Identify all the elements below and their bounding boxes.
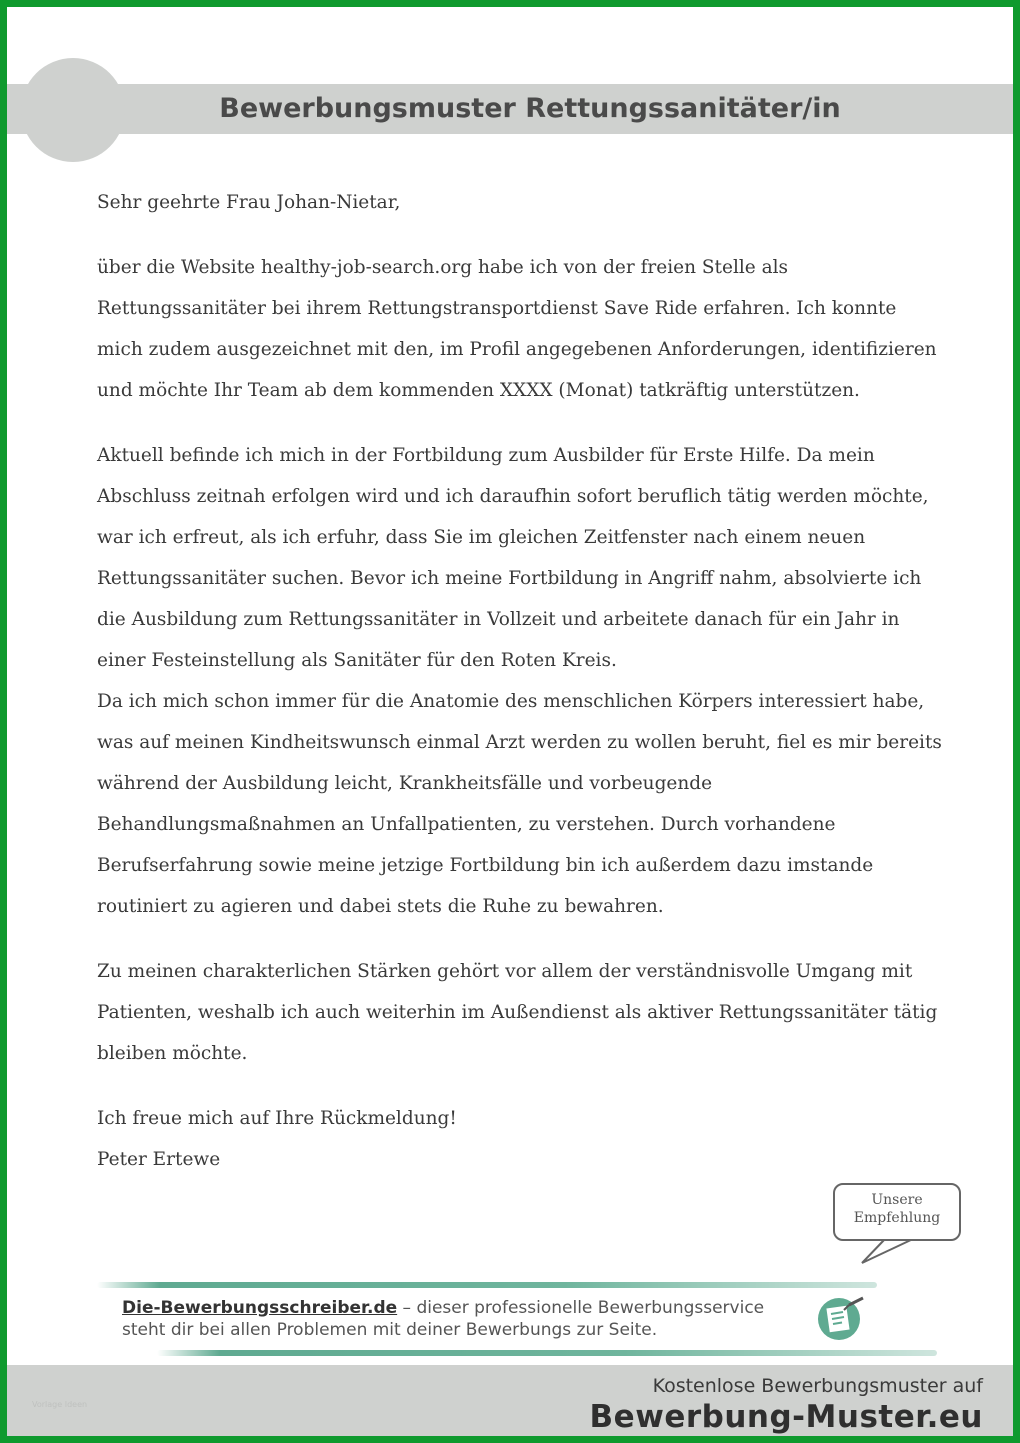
letter-signature: Peter Ertewe [97,1149,221,1170]
letter-paragraph-4: Zu meinen charakterlichen Stärken gehört vor allem der verständnisvolle Umgang mit Patienten, weshalb ich auch weiterhin im Außendienst als aktiver Rettungssanitäter tätig bleiben möchte. [97,961,938,1064]
promo-text [122,1297,822,1341]
promo-text-line-1: – dieser professionelle Bewerbungsservice [397,1298,765,1318]
footer-tagline: Kostenlose Bewerbungsmuster auf [652,1375,983,1397]
letter-paragraph-3: Da ich mich schon immer für die Anatomie des menschlichen Körpers interessiert habe, was auf meinen Kindheitswunsch einmal Arzt werden zu wollen beruht, fiel es mir bereits während der Ausbildung leicht, Krankheitsfälle und vorbeugende Behandlungsmaßnahmen an Unfallpatienten, zu verstehen. Durch vorhandene Berufserfahrung sowie meine jetzige Fortbildung bin ich außerdem dazu imstande routiniert zu agieren und dabei stets die Ruhe zu bewahren. [97,691,942,917]
letter-closing: Ich freue mich auf Ihre Rückmeldung! [97,1108,457,1129]
recommendation-label: Unsere Empfehlung [833,1183,961,1241]
letter-paragraph-1: über die Website healthy-job-search.org habe ich von der freien Stelle als Rettungssanitäter bei ihrem Rettungstransportdienst Save Ride erfahren. Ich konnte mich zudem ausgezeichnet mit den, im Profil angegebenen Anforderungen, identifizieren und möchte Ihr Team ab dem kommenden XXXX (Monat) tatkräftig unterstützen. [97,257,937,401]
promo-text-line-2: steht dir bei allen Problemen mit deiner Bewerbungs zur Seite. [122,1320,658,1340]
recommendation-bubble [827,1183,972,1267]
letter-paragraph-2: Aktuell befinde ich mich in der Fortbildung zum Ausbilder für Erste Hilfe. Da mein Abschluss zeitnah erfolgen wird und ich daraufhin sofort beruflich tätig werden möchte, war ich erfreut, als ich erfuhr, dass Sie im gleichen Zeitfenster nach einem neuen Rettungssanitäter suchen. Bevor ich meine Fortbildung in Angriff nahm, absolvierte ich die Ausbildung zum Rettungssanitäter in Vollzeit und arbeitete danach für ein Jahr in einer Festeinstellung als Sanitäter für den Roten Kreis. [97,445,929,671]
letter-body [97,182,947,1180]
document-page [7,7,1013,1436]
promo-top-stripe [97,1282,877,1288]
promo-bottom-stripe [157,1350,937,1356]
letter-salutation: Sehr geehrte Frau Johan-Nietar, [97,192,401,213]
watermark: Vorlage Ideen [32,1400,88,1409]
promo-link[interactable]: Die-Bewerbungsschreiber.de [122,1298,398,1318]
document-pen-icon [815,1295,867,1341]
footer-brand[interactable]: Bewerbung-Muster.eu [589,1399,983,1435]
page-title: Bewerbungsmuster Rettungssanitäter/in [219,93,841,124]
